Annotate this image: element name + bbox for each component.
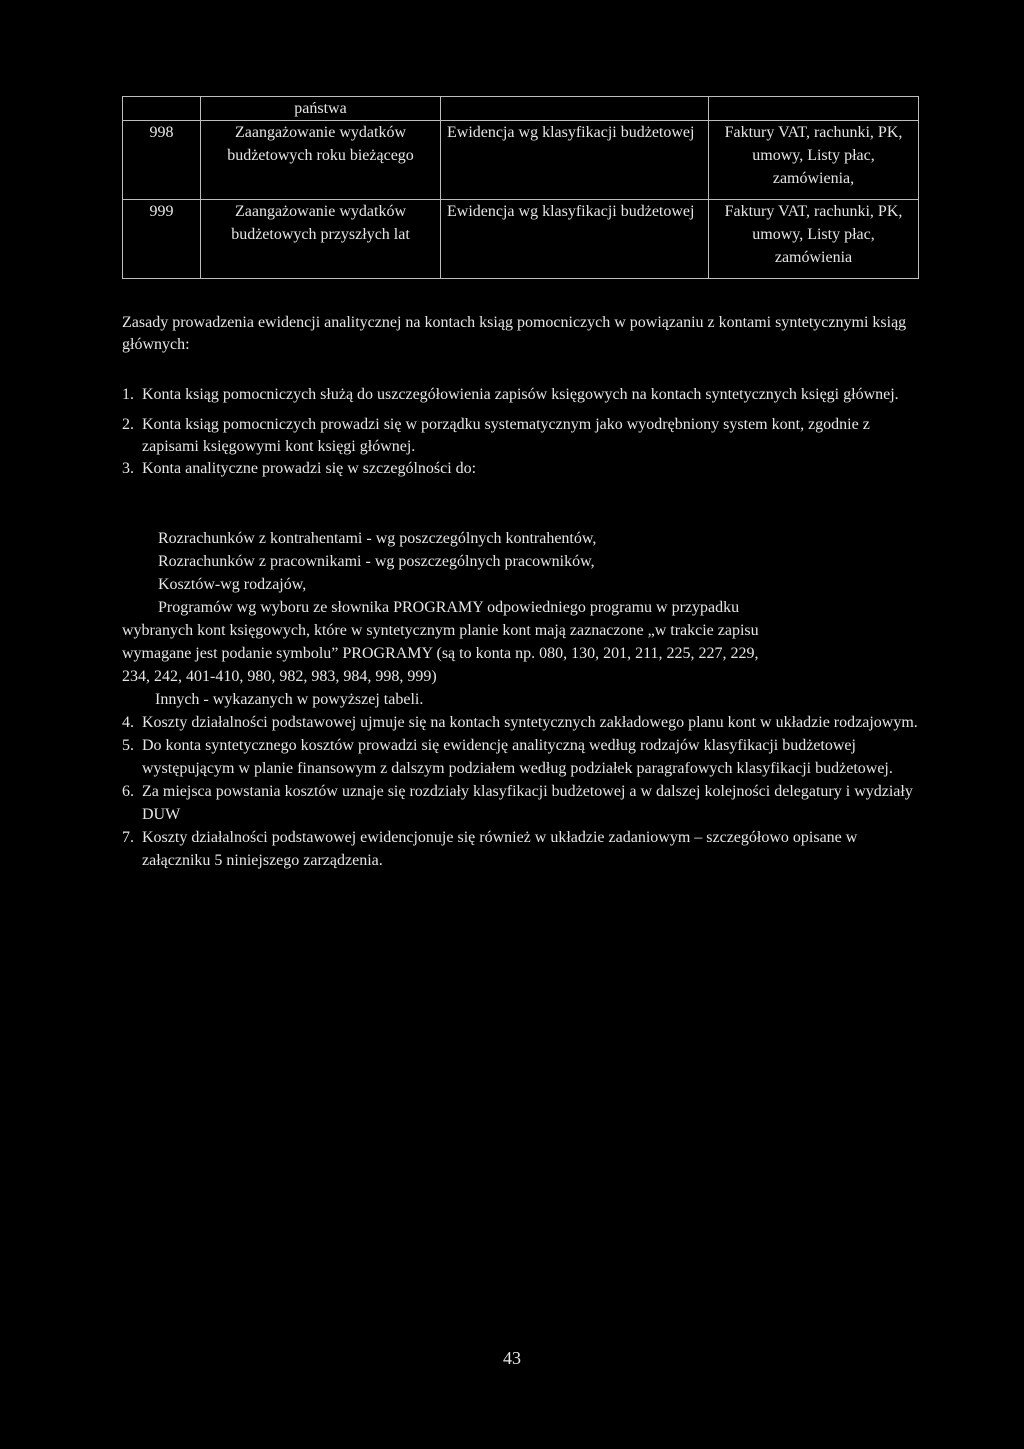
evidence-cell: Ewidencja wg klasyfikacji budżetowej bbox=[441, 121, 709, 200]
intro-text: Zasady prowadzenia ewidencji analitycznej na kontach ksiąg pomocniczych w powiązaniu z kontami syntetycznymi ksiąg głównych: bbox=[122, 314, 907, 353]
documents-cell: Faktury VAT, rachunki, PK, umowy, Listy płac, zamówienia bbox=[709, 200, 919, 279]
item-text: Konta ksiąg pomocniczych służą do uszczegółowienia zapisów księgowych na kontach syntetycznych księgi głównej. bbox=[142, 386, 899, 403]
item-number: 2. bbox=[122, 416, 134, 433]
list-item bbox=[122, 384, 922, 406]
sub-line: Innych - wykazanych w powyższej tabeli. bbox=[155, 691, 424, 708]
table-cell bbox=[123, 97, 201, 121]
list-item bbox=[122, 734, 922, 780]
account-number-cell: 998 bbox=[123, 121, 201, 200]
page-number: 43 bbox=[503, 1348, 521, 1368]
analytics-sublist-continued bbox=[122, 619, 922, 688]
table-cell: państwa bbox=[201, 97, 441, 121]
sub-line: 234, 242, 401-410, 980, 982, 983, 984, 998, 999) bbox=[122, 668, 437, 685]
item-text: Konta ksiąg pomocniczych prowadzi się w porządku systematycznym jako wyodrębniony system kont, zgodnie z zapisami księgowymi kont księgi głównej. bbox=[142, 416, 870, 455]
sub-line: Programów wg wyboru ze słownika PROGRAMY odpowiedniego programu w przypadku bbox=[158, 599, 740, 616]
list-item bbox=[122, 711, 922, 734]
item-number: 6. bbox=[122, 783, 134, 800]
item-number: 7. bbox=[122, 829, 134, 846]
account-name-cell: Zaangażowanie wydatków budżetowych przyszłych lat bbox=[201, 200, 441, 279]
rules-list-a bbox=[122, 384, 922, 480]
intro-paragraph bbox=[122, 312, 922, 356]
item-number: 3. bbox=[122, 460, 134, 477]
item-number: 5. bbox=[122, 737, 134, 754]
list-item bbox=[122, 826, 922, 872]
item-number: 4. bbox=[122, 714, 134, 731]
sub-line: wybranych kont księgowych, które w syntetycznym planie kont mają zaznaczone „w trakcie zapisu bbox=[122, 622, 759, 639]
item-text: Za miejsca powstania kosztów uznaje się rozdziały klasyfikacji budżetowej a w dalszej kolejności delegatury i wydziały DUW bbox=[142, 783, 913, 823]
list-item bbox=[122, 458, 922, 480]
account-number-cell: 999 bbox=[123, 200, 201, 279]
item-number: 1. bbox=[122, 386, 134, 403]
analytics-sublist-last bbox=[155, 688, 915, 711]
item-text: Konta analityczne prowadzi się w szczególności do: bbox=[142, 460, 477, 477]
table-cell bbox=[709, 97, 919, 121]
sub-line: Rozrachunków z kontrahentami - wg poszczególnych kontrahentów, bbox=[158, 530, 597, 547]
evidence-cell: Ewidencja wg klasyfikacji budżetowej bbox=[441, 200, 709, 279]
item-text: Do konta syntetycznego kosztów prowadzi się ewidencję analityczną według rodzajów klasyfikacji budżetowej występującym w planie finansowym z dalszym podziałem według podziałek paragrafowych klasyfikacji budżetowej. bbox=[142, 737, 893, 777]
accounts-table bbox=[122, 96, 919, 279]
list-item bbox=[122, 780, 922, 826]
rules-list-b bbox=[122, 711, 922, 872]
documents-cell: Faktury VAT, rachunki, PK, umowy, Listy płac, zamówienia, bbox=[709, 121, 919, 200]
sub-line: Kosztów-wg rodzajów, bbox=[158, 576, 307, 593]
table-cell bbox=[441, 97, 709, 121]
sub-line: wymagane jest podanie symbolu” PROGRAMY (są to konta np. 080, 130, 201, 211, 225, 227, 229, bbox=[122, 645, 759, 662]
sub-line: Rozrachunków z pracownikami - wg poszczególnych pracowników, bbox=[158, 553, 595, 570]
table-row bbox=[123, 121, 919, 200]
item-text: Koszty działalności podstawowej ewidencjonuje się również w układzie zadaniowym – szczegółowo opisane w załączniku 5 niniejszego zarządzenia. bbox=[142, 829, 858, 869]
analytics-sublist bbox=[158, 527, 918, 619]
item-text: Koszty działalności podstawowej ujmuje się na kontach syntetycznych zakładowego planu kont w układzie rodzajowym. bbox=[142, 714, 918, 731]
account-name-cell: Zaangażowanie wydatków budżetowych roku bieżącego bbox=[201, 121, 441, 200]
table-row bbox=[123, 200, 919, 279]
list-item bbox=[122, 414, 922, 458]
table-row bbox=[123, 97, 919, 121]
